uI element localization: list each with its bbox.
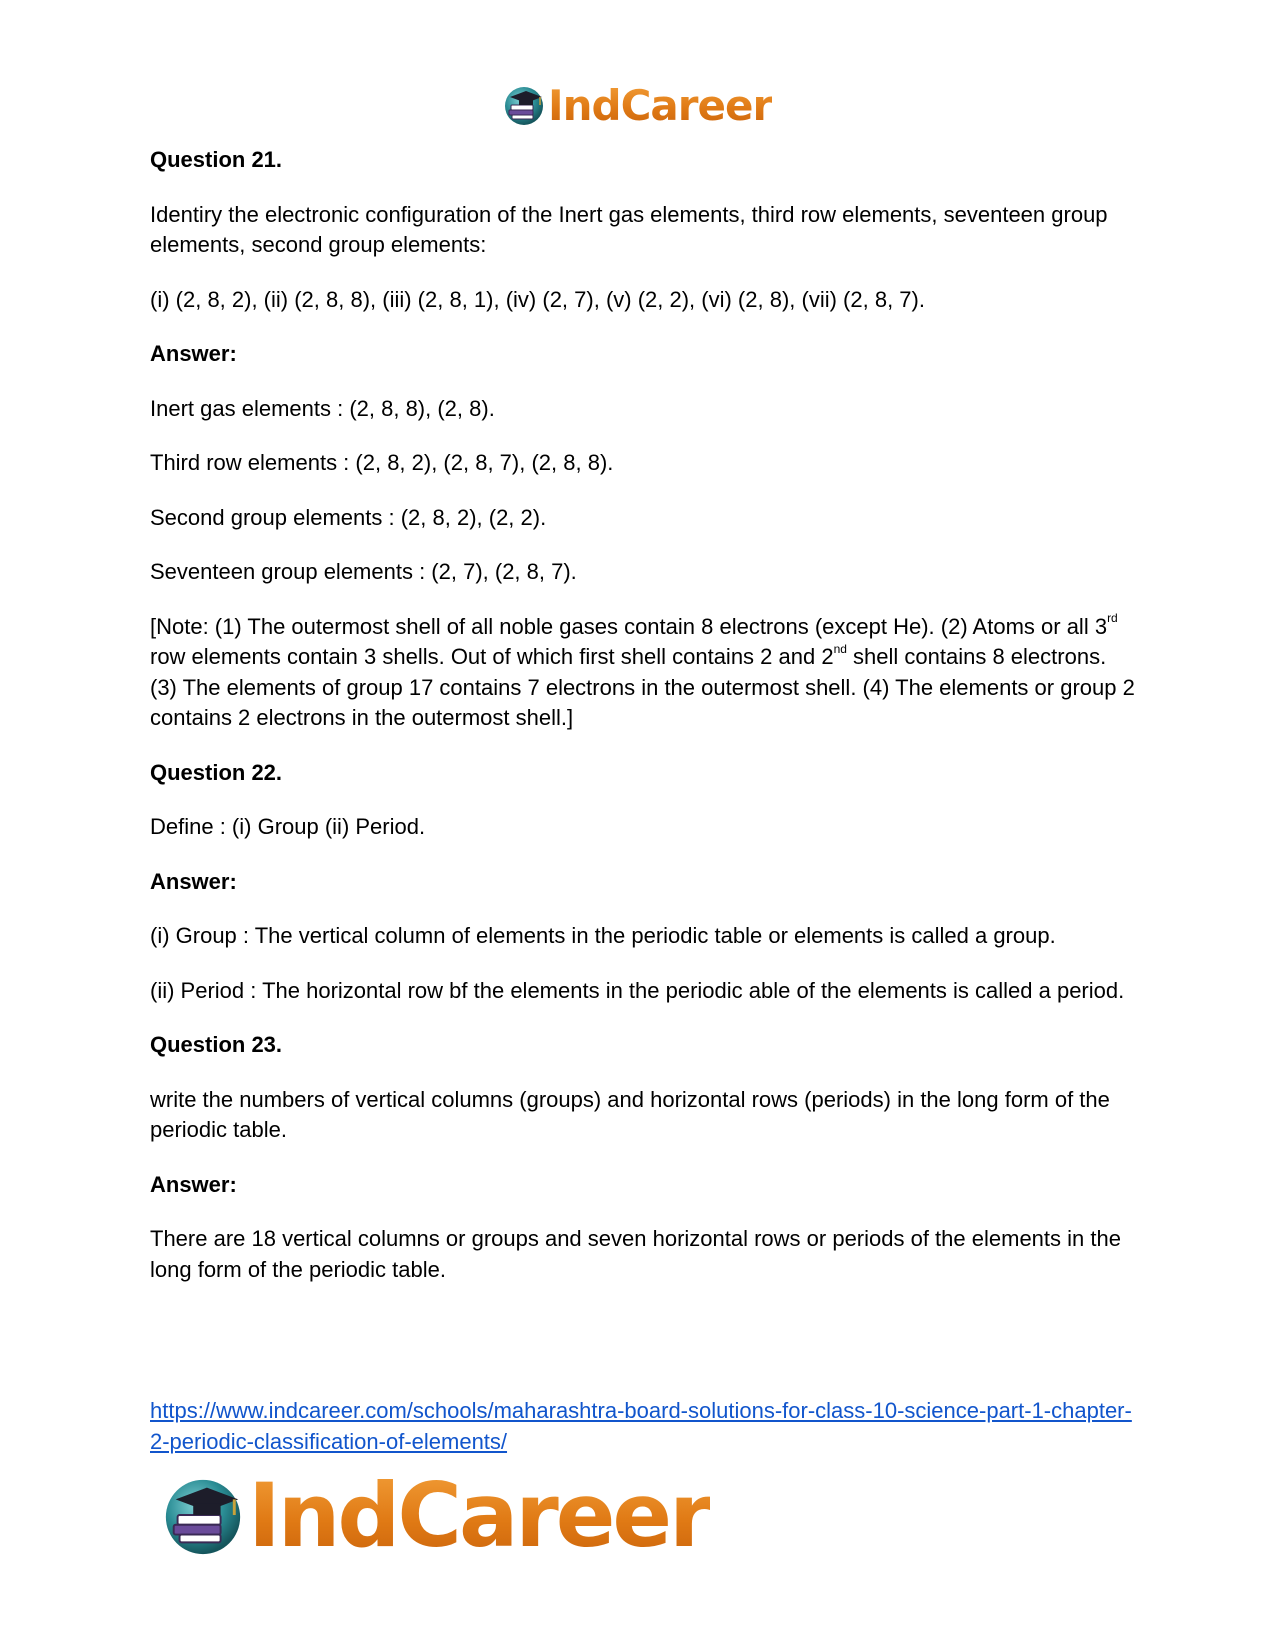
logo-text: IndCareer [248, 1463, 710, 1567]
answer-23-text: There are 18 vertical columns or groups and seven horizontal rows or periods of the elements in the long form of the periodic table. [150, 1226, 1121, 1282]
answer-21-third-row: Third row elements : (2, 8, 2), (2, 8, 7), (2, 8, 8). [150, 450, 614, 475]
graduation-cap-books-globe-icon [502, 83, 546, 127]
answer-22-group: (i) Group : The vertical column of elements in the periodic table or elements is called a group. [150, 923, 1056, 948]
graduation-cap-books-globe-icon [160, 1472, 246, 1558]
question-22-title: Question 22. [150, 759, 283, 785]
answer-21-label: Answer: [150, 341, 237, 366]
note-sup-nd: nd [833, 641, 847, 656]
question-22-text: Define : (i) Group (ii) Period. [150, 814, 426, 839]
logo-text: IndCareer [548, 80, 773, 130]
question-21-text: Identiry the electronic configuration of the Inert gas elements, third row elements, seventeen group elements, second group elements: [150, 201, 1108, 257]
answer-21-note [150, 612, 1135, 734]
note-part-3: shell contains 8 electrons. (3) The elements of group 17 contains 7 electrons in the outermost shell. (4) The elements or group 2 contains 2 electrons in the outermost shell.] [150, 644, 1135, 730]
header-logo [502, 80, 772, 130]
question-23-text: write the numbers of vertical columns (groups) and horizontal rows (periods) in the long form of the periodic table. [150, 1086, 1110, 1142]
question-21-options: (i) (2, 8, 2), (ii) (2, 8, 8), (iii) (2, 8, 1), (iv) (2, 7), (v) (2, 2), (vi) (2, 8), (vii) (2, 8, 7). [150, 286, 925, 312]
note-sup-rd: rd [1107, 611, 1118, 626]
answer-21-inert: Inert gas elements : (2, 8, 8), (2, 8). [150, 395, 495, 421]
source-link[interactable]: https://www.indcareer.com/schools/maharashtra-board-solutions-for-class-10-science-part-1-chapter-2-periodic-classification-of-elements/ [150, 1398, 1132, 1454]
answer-22-period: (ii) Period : The horizontal row bf the elements in the periodic able of the elements is called a period. [150, 977, 1125, 1003]
question-21-title: Question 21. [150, 147, 283, 172]
note-part-1: [Note: (1) The outermost shell of all noble gases contain 8 electrons (except He). (2) Atoms or all 3 [150, 613, 1108, 639]
note-part-2: row elements contain 3 shells. Out of which first shell contains 2 and 2 [150, 644, 834, 669]
answer-21-seventeen-group: Seventeen group elements : (2, 7), (2, 8, 7). [150, 559, 577, 584]
question-23-title: Question 23. [150, 1032, 283, 1057]
footer-logo [160, 1463, 710, 1567]
answer-23-label: Answer: [150, 1171, 237, 1197]
document-body [150, 145, 1135, 1309]
answer-22-label: Answer: [150, 868, 237, 894]
answer-21-second-group: Second group elements : (2, 8, 2), (2, 2). [150, 504, 547, 530]
